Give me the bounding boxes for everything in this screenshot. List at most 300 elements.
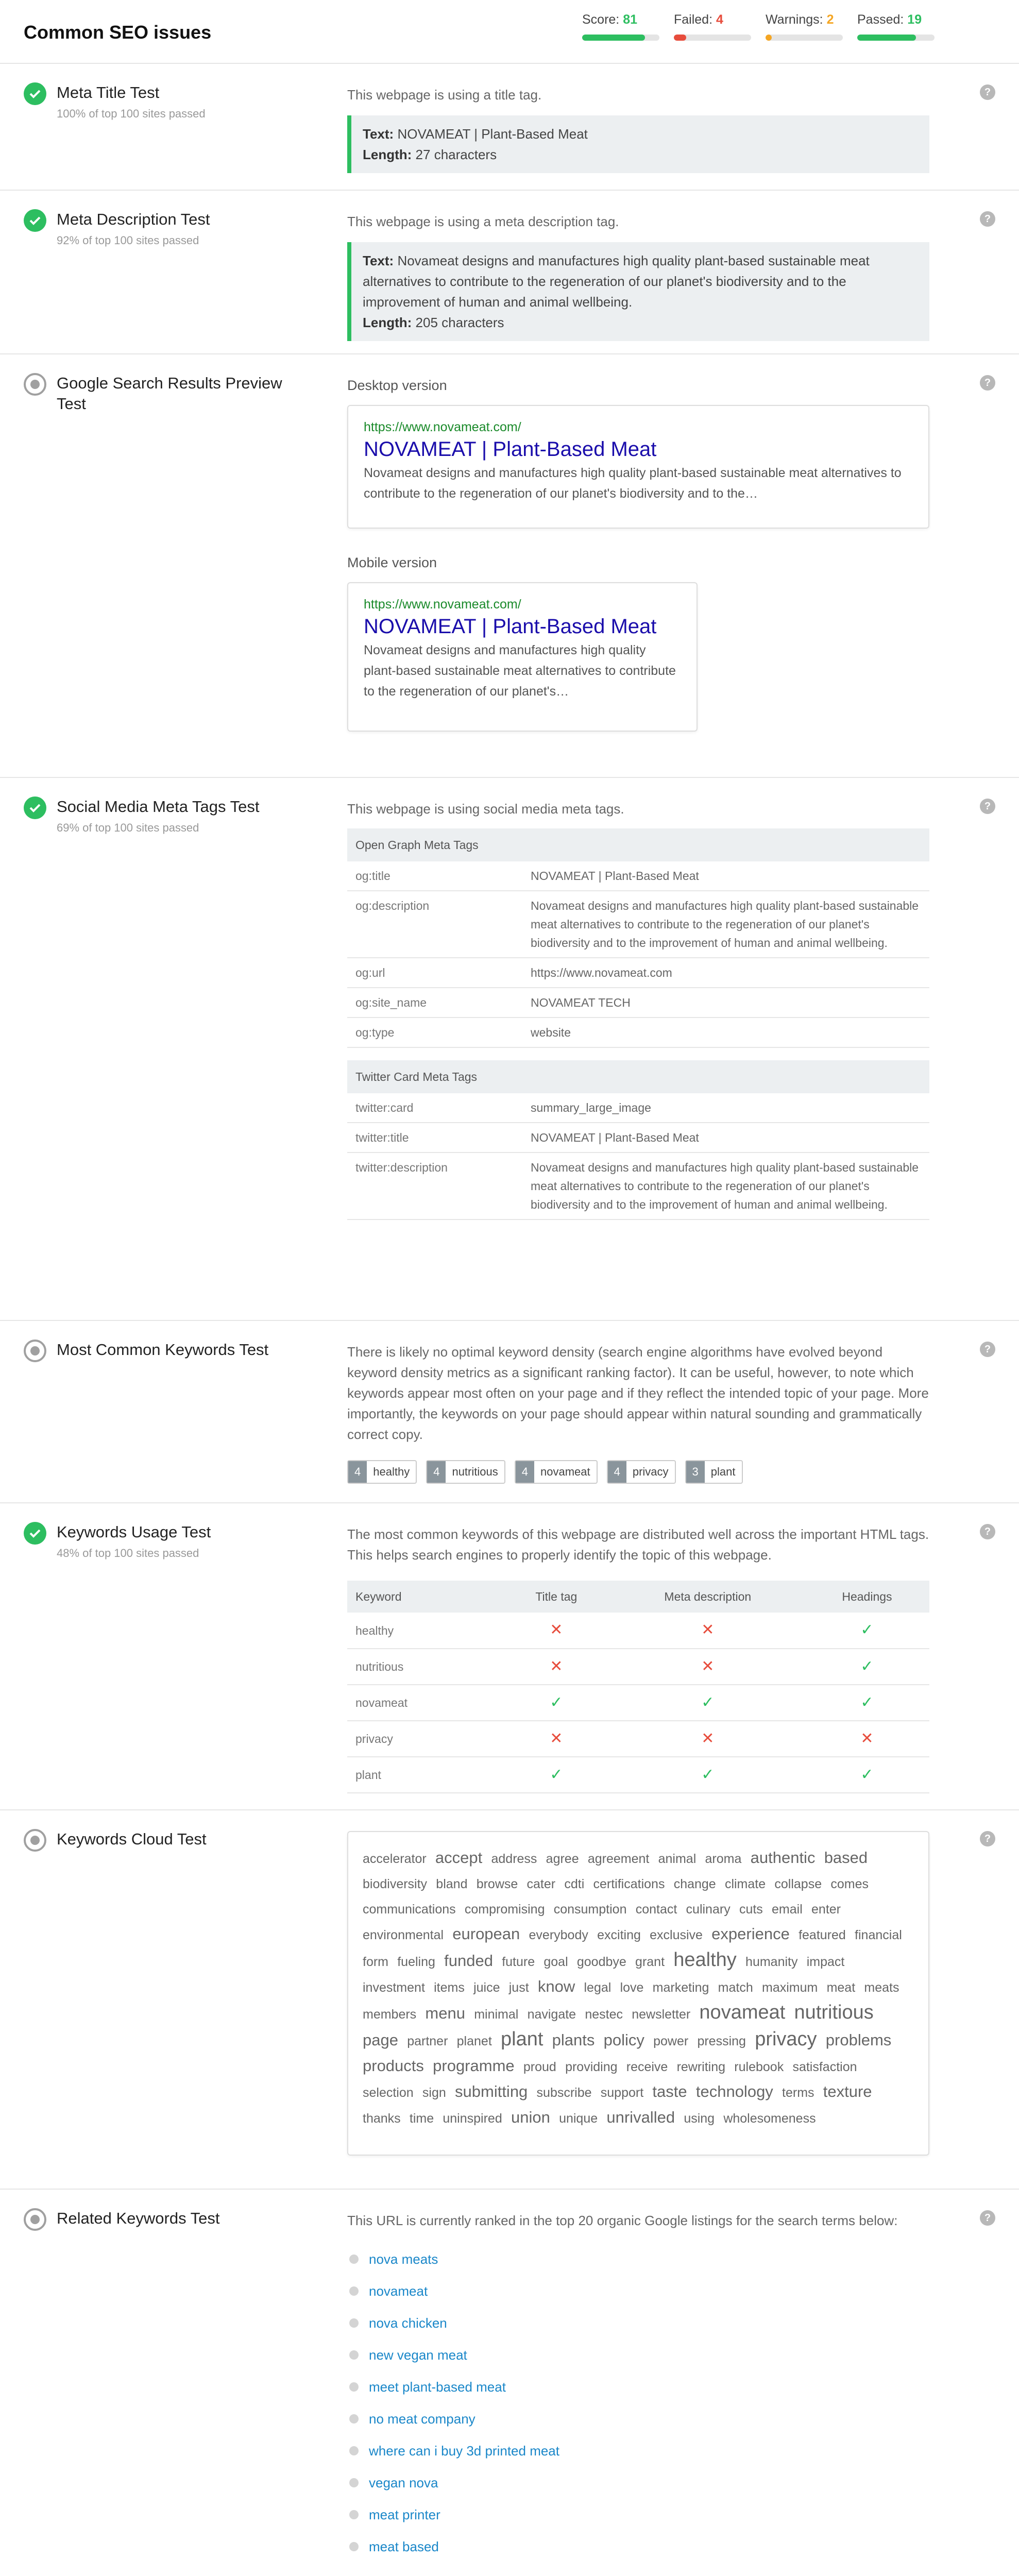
cloud-word: subscribe: [536, 2086, 592, 2100]
mobile-preview-card: [347, 582, 698, 732]
score-value: 81: [623, 12, 638, 27]
cloud-word: policy: [603, 2031, 644, 2049]
keyword-count: 3: [686, 1461, 705, 1483]
cloud-word: juice: [473, 1980, 500, 1995]
keyword-tag: [607, 1460, 676, 1484]
section-subtitle: 92% of top 100 sites passed: [57, 234, 199, 247]
open-graph-table: [347, 828, 929, 1048]
table-row: [347, 1685, 929, 1721]
related-keyword-link[interactable]: novameat: [369, 2283, 428, 2299]
column-header: Meta description: [611, 1581, 805, 1613]
info-icon: [24, 1829, 46, 1852]
cloud-word: taste: [652, 2082, 687, 2100]
related-keyword-link[interactable]: where can i buy 3d printed meat: [369, 2443, 559, 2459]
meta-title-section: [0, 64, 1019, 191]
column-header: Title tag: [502, 1581, 611, 1613]
passed-check-icon: [24, 1522, 46, 1545]
cloud-word: time: [409, 2111, 434, 2126]
help-icon[interactable]: ?: [980, 211, 995, 227]
cloud-word: meat: [826, 1980, 856, 1995]
section-description: There is likely no optimal keyword density (search engine algorithms have evolved beyond keyword density metrics as a significant ranking factor). It can be useful, however, to note which keywords appear most often on your page and if they reflect the intended topic of your page. More importantly, the keywords on your page should appear within natural sounding and grammatically correct copy.: [347, 1344, 929, 1442]
cloud-word: terms: [782, 2086, 814, 2100]
keyword-count: 4: [348, 1461, 367, 1483]
usage-cell: [502, 1757, 611, 1793]
usage-cell: [611, 1685, 805, 1721]
cloud-word: unrivalled: [606, 2108, 675, 2126]
related-keyword-link[interactable]: meat based: [369, 2539, 439, 2554]
cloud-word: receive: [626, 2060, 668, 2074]
cloud-word: compromising: [464, 1902, 545, 1917]
usage-cell: [805, 1613, 929, 1649]
cloud-word: items: [434, 1980, 465, 1995]
cloud-word: texture: [823, 2082, 872, 2100]
failed-bar-fill: [674, 35, 686, 41]
meta-row: [347, 988, 929, 1018]
cloud-word: plants: [552, 2031, 595, 2049]
check-icon: ✓: [550, 1766, 563, 1783]
twitter-card-header: Twitter Card Meta Tags: [347, 1060, 929, 1093]
failed-bar: [674, 35, 751, 41]
meta-row: [347, 1153, 929, 1219]
check-icon: ✓: [860, 1657, 874, 1675]
list-item: [347, 2275, 929, 2307]
keyword-count: 4: [516, 1461, 534, 1483]
usage-cell: [502, 1721, 611, 1757]
related-keyword-link[interactable]: no meat company: [369, 2411, 475, 2427]
cloud-word: privacy: [755, 2028, 817, 2050]
related-keyword-link[interactable]: meet plant-based meat: [369, 2379, 506, 2395]
cloud-word: featured: [799, 1928, 846, 1942]
help-icon[interactable]: ?: [980, 84, 995, 100]
section-title: Most Common Keywords Test: [57, 1341, 269, 1359]
section-body: [347, 2210, 929, 2563]
cross-icon: ✕: [860, 1730, 874, 1747]
cloud-word: using: [684, 2111, 715, 2126]
info-icon: [24, 373, 46, 396]
cloud-word: aroma: [705, 1852, 742, 1866]
preview-title[interactable]: NOVAMEAT | Plant-Based Meat: [364, 438, 657, 461]
description-text-value: Novameat designs and manufactures high quality plant-based sustainable meat alternatives to contribute to the regeneration of our planet's biodiversity and to the improvement of human and animal wellbeing.: [363, 253, 870, 310]
section-description: This webpage is using a meta description tag.: [347, 214, 619, 229]
cloud-word: accept: [435, 1849, 483, 1867]
meta-row: [347, 1018, 929, 1047]
cloud-word: culinary: [686, 1902, 731, 1917]
passed-bar: [857, 35, 935, 41]
list-item: [347, 2403, 929, 2435]
usage-cell: [805, 1757, 929, 1793]
mobile-version-label: Mobile version: [347, 555, 437, 570]
cloud-word: comes: [830, 1877, 869, 1891]
score-bar-fill: [582, 35, 645, 41]
desktop-version-label: Desktop version: [347, 378, 447, 393]
cloud-word: novameat: [699, 2002, 786, 2023]
cloud-word: members: [363, 2007, 417, 2022]
cloud-word: providing: [565, 2060, 618, 2074]
related-keyword-link[interactable]: nova chicken: [369, 2315, 447, 2331]
warnings-bar-fill: [766, 35, 772, 41]
meta-value: NOVAMEAT | Plant-Based Meat: [522, 861, 929, 891]
meta-key: og:title: [347, 861, 522, 891]
help-icon[interactable]: ?: [980, 375, 995, 391]
check-icon: ✓: [860, 1693, 874, 1711]
cross-icon: ✕: [701, 1730, 715, 1747]
title-length-value: 27 characters: [415, 147, 497, 162]
preview-url: https://www.novameat.com/: [364, 420, 521, 434]
keyword-tag: [426, 1460, 505, 1484]
score-stat: [582, 12, 659, 41]
keyword-cloud: [347, 1831, 929, 2156]
failed-value: 4: [716, 12, 723, 27]
cloud-word: exciting: [597, 1928, 641, 1942]
usage-cell: [502, 1613, 611, 1649]
related-keywords-list: [347, 2243, 929, 2563]
keyword-tag: [515, 1460, 598, 1484]
meta-value: website: [522, 1018, 929, 1047]
preview-url: https://www.novameat.com/: [364, 597, 521, 612]
help-icon[interactable]: ?: [980, 2210, 995, 2226]
cloud-word: agree: [546, 1852, 579, 1866]
section-description: This webpage is using a title tag.: [347, 87, 542, 103]
page-title: Common SEO issues: [24, 22, 212, 43]
section-title: Google Search Results Preview Test: [57, 374, 282, 413]
cloud-word: power: [653, 2034, 689, 2048]
cloud-word: everybody: [529, 1928, 588, 1942]
meta-row: [347, 1123, 929, 1153]
section-title: Related Keywords Test: [57, 2209, 220, 2227]
open-graph-header: Open Graph Meta Tags: [347, 828, 929, 861]
table-row: [347, 1757, 929, 1793]
cloud-word: technology: [695, 2082, 773, 2100]
section-title: Keywords Usage Test: [57, 1523, 211, 1541]
section-subtitle: 48% of top 100 sites passed: [57, 1547, 199, 1560]
cloud-word: minimal: [474, 2007, 519, 2022]
meta-key: twitter:description: [347, 1153, 522, 1219]
cloud-word: just: [508, 1980, 529, 1995]
social-meta-section: [0, 778, 1019, 1321]
cloud-word: environmental: [363, 1928, 444, 1942]
list-item: [347, 2499, 929, 2531]
twitter-card-table: [347, 1060, 929, 1220]
cloud-word: submitting: [455, 2082, 528, 2100]
usage-cell: [611, 1613, 805, 1649]
cloud-word: change: [673, 1877, 716, 1891]
warnings-stat: [766, 12, 843, 41]
cross-icon: ✕: [701, 1621, 715, 1638]
text-label: Text:: [363, 253, 394, 268]
cloud-word: goodbye: [576, 1955, 626, 1969]
preview-description: Novameat designs and manufactures high quality plant-based sustainable meat alternatives to contribute to the regeneration of our planet's…: [364, 643, 676, 699]
keyword-cell: healthy: [347, 1613, 502, 1649]
cloud-word: contact: [635, 1902, 677, 1917]
section-body: [347, 1524, 929, 1793]
list-item: [347, 2371, 929, 2403]
passed-bar-fill: [857, 35, 916, 41]
cloud-word: bland: [436, 1877, 468, 1891]
cloud-word: fueling: [397, 1955, 435, 1969]
keyword-word: plant: [710, 1465, 736, 1478]
cloud-word: meats: [864, 1980, 899, 1995]
table-row: [347, 1649, 929, 1685]
meta-row: [347, 861, 929, 891]
list-item: [347, 2339, 929, 2371]
keyword-word: healthy: [373, 1465, 410, 1478]
related-keyword-link[interactable]: nova meats: [369, 2251, 438, 2267]
cross-icon: ✕: [550, 1730, 563, 1747]
meta-row: [347, 1093, 929, 1123]
passed-check-icon: [24, 209, 46, 232]
section-description: This URL is currently ranked in the top 20 organic Google listings for the search terms below:: [347, 2213, 898, 2228]
column-header: Headings: [805, 1581, 929, 1613]
cloud-word: form: [363, 1955, 388, 1969]
score-label: Score:: [582, 12, 620, 27]
cloud-word: impact: [806, 1955, 845, 1969]
cloud-word: unique: [559, 2111, 598, 2126]
keyword-cell: novameat: [347, 1685, 502, 1721]
meta-key: twitter:title: [347, 1123, 522, 1153]
cloud-word: maximum: [762, 1980, 818, 1995]
preview-title[interactable]: NOVAMEAT | Plant-Based Meat: [364, 615, 657, 638]
passed-check-icon: [24, 82, 46, 105]
table-row: [347, 1613, 929, 1649]
google-preview-section: [0, 354, 1019, 778]
section-description: The most common keywords of this webpage are distributed well across the important HTML tags. This helps search engines to properly identify the topic of this webpage.: [347, 1527, 929, 1563]
cloud-word: goal: [544, 1955, 568, 1969]
title-text-value: NOVAMEAT | Plant-Based Meat: [397, 126, 588, 142]
cloud-word: address: [491, 1852, 537, 1866]
preview-description: Novameat designs and manufactures high quality plant-based sustainable meat alternatives to contribute to the regeneration of our planet's biodiversity and to the…: [364, 466, 902, 501]
usage-cell: [611, 1649, 805, 1685]
list-item: [347, 2435, 929, 2467]
cloud-word: newsletter: [632, 2007, 691, 2022]
keywords-cloud-section: [0, 1810, 1019, 2190]
info-icon: [24, 2208, 46, 2231]
cloud-word: healthy: [673, 1949, 737, 1971]
cloud-word: match: [718, 1980, 753, 1995]
cloud-word: cater: [527, 1877, 556, 1891]
cloud-word: communications: [363, 1902, 456, 1917]
cloud-word: uninspired: [443, 2111, 502, 2126]
check-icon: ✓: [550, 1693, 563, 1711]
cloud-word: consumption: [553, 1902, 627, 1917]
cloud-word: menu: [425, 2004, 465, 2022]
related-keyword-link[interactable]: vegan nova: [369, 2475, 438, 2490]
section-title: Meta Title Test: [57, 83, 160, 101]
check-icon: ✓: [860, 1766, 874, 1783]
cloud-word: nutritious: [794, 2002, 874, 2023]
cloud-word: cuts: [739, 1902, 763, 1917]
meta-value: Novameat designs and manufactures high quality plant-based sustainable meat alternatives to contribute to the regeneration of our planet's biodiversity and to the improvement of human and animal wellbeing.: [522, 1153, 929, 1219]
meta-description-section: [0, 191, 1019, 354]
cross-icon: ✕: [550, 1657, 563, 1675]
cloud-word: climate: [724, 1877, 766, 1891]
cloud-word: certifications: [593, 1877, 665, 1891]
cloud-word: proud: [523, 2060, 556, 2074]
cross-icon: ✕: [701, 1657, 715, 1675]
help-icon[interactable]: ?: [980, 1831, 995, 1846]
table-row: [347, 1721, 929, 1757]
cloud-word: pressing: [697, 2034, 746, 2048]
section-subtitle: 100% of top 100 sites passed: [57, 107, 206, 120]
length-label: Length:: [363, 147, 412, 162]
keyword-cell: nutritious: [347, 1649, 502, 1685]
cloud-word: investment: [363, 1980, 425, 1995]
check-icon: ✓: [701, 1693, 715, 1711]
keyword-cell: plant: [347, 1757, 502, 1793]
keyword-word: privacy: [632, 1465, 669, 1478]
cloud-word: enter: [811, 1902, 841, 1917]
meta-key: og:url: [347, 958, 522, 988]
keyword-count: 4: [427, 1461, 446, 1483]
cloud-word: collapse: [774, 1877, 822, 1891]
passed-value: 19: [907, 12, 922, 27]
cloud-word: grant: [635, 1955, 665, 1969]
cloud-word: wholesomeness: [723, 2111, 816, 2126]
cloud-word: satisfaction: [792, 2060, 857, 2074]
cloud-word: sign: [422, 2086, 446, 2100]
keyword-tags: [347, 1460, 929, 1484]
failed-stat: [674, 12, 751, 41]
keywords-usage-table: [347, 1581, 929, 1793]
common-keywords-section: [0, 1321, 1019, 1503]
meta-value: https://www.novameat.com: [522, 958, 929, 988]
cloud-word: selection: [363, 2086, 414, 2100]
keyword-cell: privacy: [347, 1721, 502, 1757]
meta-key: og:site_name: [347, 988, 522, 1018]
meta-value: Novameat designs and manufactures high quality plant-based sustainable meat alternatives to contribute to the regeneration of our planet's biodiversity and to the improvement of human and animal wellbeing.: [522, 891, 929, 958]
section-body: [347, 211, 929, 341]
help-icon[interactable]: ?: [980, 1342, 995, 1357]
section-title: Meta Description Test: [57, 210, 210, 228]
cloud-word: union: [511, 2108, 550, 2126]
cloud-word: funded: [444, 1952, 493, 1970]
list-item: [347, 2243, 929, 2275]
cloud-word: financial: [855, 1928, 902, 1942]
cloud-word: cdti: [564, 1877, 585, 1891]
cloud-word: know: [537, 1977, 575, 1995]
score-bar: [582, 35, 659, 41]
cloud-word: animal: [658, 1852, 697, 1866]
title-info-box: [347, 115, 929, 173]
cloud-word: support: [600, 2086, 644, 2100]
keyword-count: 4: [608, 1461, 626, 1483]
section-body: [347, 375, 929, 732]
cloud-word: planet: [456, 2034, 492, 2048]
meta-value: summary_large_image: [522, 1093, 929, 1123]
cloud-word: legal: [584, 1980, 612, 1995]
section-description: This webpage is using social media meta tags.: [347, 801, 624, 817]
cloud-word: nestec: [585, 2007, 623, 2022]
check-icon: ✓: [860, 1621, 874, 1638]
failed-label: Failed:: [674, 12, 713, 27]
help-icon[interactable]: ?: [980, 1524, 995, 1539]
meta-value: NOVAMEAT TECH: [522, 988, 929, 1018]
section-subtitle: 69% of top 100 sites passed: [57, 821, 199, 834]
meta-value: NOVAMEAT | Plant-Based Meat: [522, 1123, 929, 1153]
desktop-preview-card: [347, 405, 929, 529]
description-length-value: 205 characters: [415, 315, 504, 330]
cloud-word: exclusive: [650, 1928, 703, 1942]
keywords-usage-section: [0, 1503, 1019, 1810]
cloud-word: rewriting: [676, 2060, 726, 2074]
usage-cell: [805, 1649, 929, 1685]
keyword-word: novameat: [540, 1465, 590, 1478]
keyword-tag: [685, 1460, 743, 1484]
passed-check-icon: [24, 796, 46, 819]
cloud-word: accelerator: [363, 1852, 427, 1866]
column-header: Keyword: [347, 1581, 502, 1613]
usage-cell: [611, 1757, 805, 1793]
section-title: Social Media Meta Tags Test: [57, 798, 260, 816]
passed-stat: [857, 12, 935, 41]
cloud-word: love: [620, 1980, 644, 1995]
cloud-word: problems: [825, 2031, 892, 2049]
cloud-word: marketing: [652, 1980, 709, 1995]
cross-icon: ✕: [550, 1621, 563, 1638]
passed-label: Passed:: [857, 12, 904, 27]
warnings-value: 2: [826, 12, 834, 27]
related-keyword-link[interactable]: meat printer: [369, 2507, 440, 2522]
help-icon[interactable]: ?: [980, 799, 995, 814]
cloud-word: page: [363, 2031, 398, 2049]
list-item: [347, 2307, 929, 2339]
cloud-word: products: [363, 2057, 424, 2075]
list-item: [347, 2467, 929, 2499]
cloud-word: plant: [501, 2028, 544, 2050]
cloud-word: partner: [407, 2034, 448, 2048]
section-body: [347, 84, 929, 173]
cloud-word: browse: [476, 1877, 518, 1891]
cloud-word: email: [772, 1902, 803, 1917]
keyword-tag: [347, 1460, 417, 1484]
cloud-word: thanks: [363, 2111, 401, 2126]
warnings-bar: [766, 35, 843, 41]
related-keyword-link[interactable]: new vegan meat: [369, 2347, 467, 2363]
cloud-word: future: [502, 1955, 535, 1969]
section-body: [347, 1342, 929, 1484]
meta-key: og:type: [347, 1018, 522, 1047]
check-icon: ✓: [701, 1766, 715, 1783]
cloud-word: agreement: [587, 1852, 650, 1866]
cloud-word: biodiversity: [363, 1877, 428, 1891]
cloud-word: experience: [711, 1925, 790, 1943]
info-icon: [24, 1340, 46, 1362]
usage-cell: [502, 1649, 611, 1685]
cloud-word: humanity: [745, 1955, 798, 1969]
text-label: Text:: [363, 126, 394, 142]
score-summary: [582, 12, 935, 41]
cloud-word: rulebook: [734, 2060, 784, 2074]
section-body: [347, 1831, 929, 2156]
cloud-word: authentic: [750, 1849, 816, 1867]
meta-row: [347, 958, 929, 988]
meta-key: og:description: [347, 891, 522, 958]
warnings-label: Warnings:: [766, 12, 823, 27]
usage-cell: [502, 1685, 611, 1721]
section-title: Keywords Cloud Test: [57, 1830, 207, 1848]
section-body: [347, 799, 929, 1220]
meta-key: twitter:card: [347, 1093, 522, 1123]
usage-cell: [805, 1721, 929, 1757]
meta-row: [347, 891, 929, 958]
usage-cell: [805, 1685, 929, 1721]
cloud-word: programme: [433, 2057, 515, 2075]
length-label: Length:: [363, 315, 412, 330]
cloud-word: navigate: [527, 2007, 576, 2022]
cloud-word: based: [824, 1849, 868, 1867]
keyword-word: nutritious: [452, 1465, 498, 1478]
list-item: [347, 2531, 929, 2563]
description-info-box: [347, 242, 929, 341]
